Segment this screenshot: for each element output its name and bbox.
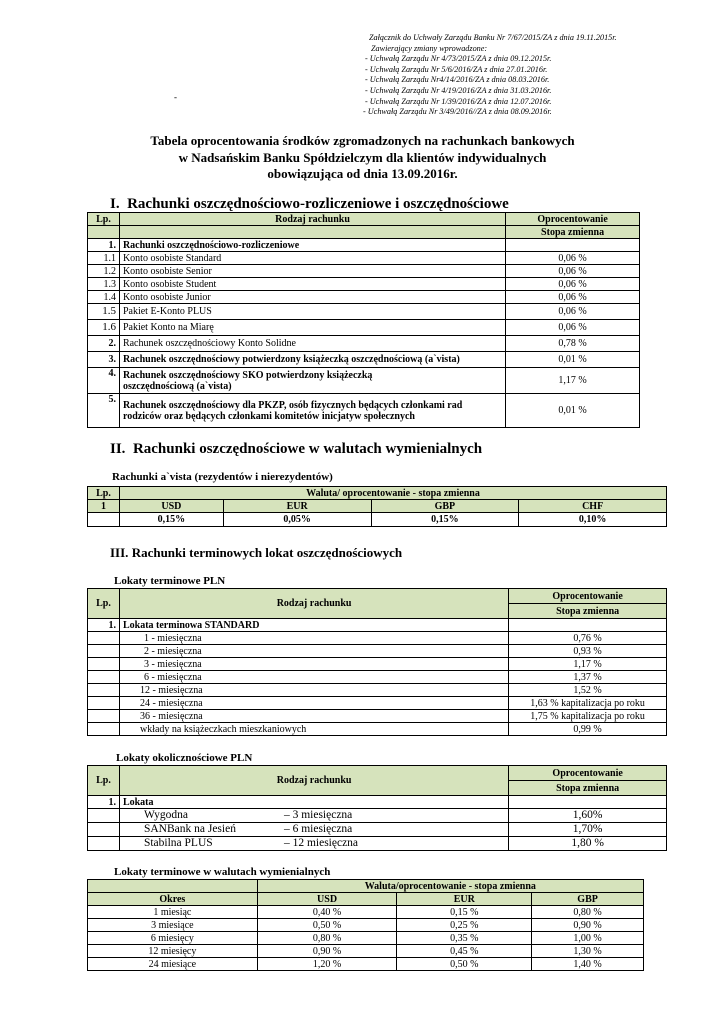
row-lp: 3. bbox=[88, 352, 120, 368]
row-name: Wygodna bbox=[143, 809, 188, 821]
row-name: 3 - miesięczna bbox=[119, 658, 508, 671]
col-rate: Oprocentowanie bbox=[509, 589, 667, 604]
occasional-deposits-subheading: Lokaty okolicznościowe PLN bbox=[116, 752, 253, 764]
col-type: Rodzaj rachunku bbox=[119, 589, 508, 619]
row-name: Pakiet E-Konto PLUS bbox=[119, 304, 505, 320]
table-row bbox=[88, 320, 640, 336]
col-rate-sub: Stopa zmienna bbox=[509, 781, 667, 796]
row-lp: 1. bbox=[88, 619, 120, 632]
row-rate bbox=[509, 796, 667, 809]
row-lp bbox=[88, 723, 120, 736]
table-fx-avista bbox=[87, 486, 667, 527]
row-name: Konto osobiste Student bbox=[119, 278, 505, 291]
row-name: 24 - miesięczna bbox=[119, 697, 508, 710]
row-name: 12 - miesięczna bbox=[119, 684, 508, 697]
row-name: 1 - miesięczna bbox=[119, 632, 508, 645]
header-note-title: Załącznik do Uchwały Zarządu Banku Nr 7/67/2015/ZA z dnia 19.11.2015r. bbox=[369, 33, 617, 42]
row-name: 2 - miesięczna bbox=[119, 645, 508, 658]
row-lp: 1.6 bbox=[88, 320, 120, 336]
section-1-number: I. bbox=[110, 196, 120, 212]
row-rate: 1,70% bbox=[509, 823, 667, 837]
row-lp: 4. bbox=[88, 368, 120, 394]
table-row bbox=[88, 958, 644, 971]
row-lp: 1.4 bbox=[88, 291, 120, 304]
col-currency-header: Waluta/oprocentowanie - stopa zmienna bbox=[257, 880, 643, 893]
cell-empty bbox=[88, 513, 120, 527]
table-row bbox=[88, 919, 644, 932]
row-rate: 1,75 % kapitalizacja po roku bbox=[509, 710, 667, 723]
row-period: 6 miesięcy bbox=[88, 932, 258, 945]
row-name: wkłady na książeczkach mieszkaniowych bbox=[119, 723, 508, 736]
row-lp bbox=[88, 684, 120, 697]
row-term: – 3 miesięczna bbox=[283, 809, 353, 821]
row-lp bbox=[88, 837, 120, 851]
table-row bbox=[88, 336, 640, 352]
row-lp: 5. bbox=[88, 394, 120, 428]
row-rate: 0,06 % bbox=[506, 252, 640, 265]
rate-eur: 0,05% bbox=[223, 513, 371, 527]
row-rate: 0,76 % bbox=[509, 632, 667, 645]
col-lp: Lp. bbox=[88, 589, 120, 619]
section-3-number: III. bbox=[110, 545, 129, 560]
row-lp bbox=[88, 671, 120, 684]
section-3-title: Rachunki terminowych lokat oszczędnościowych bbox=[131, 545, 403, 560]
row-name: Konto osobiste Senior bbox=[119, 265, 505, 278]
rate-eur: 0,15 % bbox=[397, 906, 532, 919]
col-type: Rodzaj rachunku bbox=[119, 766, 508, 796]
rate-eur: 0,50 % bbox=[397, 958, 532, 971]
currency-usd: USD bbox=[119, 500, 223, 513]
rate-gbp: 0,15% bbox=[371, 513, 519, 527]
header-note-item: - Uchwałą Zarządu Nr 4/19/2016/ZA z dnia 31.03.2016r. bbox=[365, 85, 552, 95]
row-name: Konto osobiste Standard bbox=[119, 252, 505, 265]
row-name-cell bbox=[119, 823, 508, 837]
table-fx-deposits bbox=[87, 879, 644, 971]
table-row bbox=[88, 671, 667, 684]
table-row bbox=[88, 906, 644, 919]
rate-gbp: 1,00 % bbox=[532, 932, 644, 945]
table-row bbox=[88, 658, 667, 671]
col-rate-sub: Stopa zmienna bbox=[509, 604, 667, 619]
row-rate: 1,37 % bbox=[509, 671, 667, 684]
col-rate: Oprocentowanie bbox=[506, 213, 640, 226]
header-note-item: - Uchwałą Zarządu Nr 1/39/2016/ZA z dnia 12.07.2016r. bbox=[365, 96, 552, 106]
currency-eur: EUR bbox=[397, 893, 532, 906]
col-period: Okres bbox=[88, 893, 258, 906]
row-name: SANBank na Jesień bbox=[143, 823, 236, 835]
row-lp: 1.5 bbox=[88, 304, 120, 320]
table-row bbox=[88, 368, 640, 394]
title-line-1: Tabela oprocentowania środków zgromadzonych na rachunkach bankowych bbox=[150, 133, 575, 148]
table-row bbox=[88, 945, 644, 958]
row-lp: 1 bbox=[88, 500, 120, 513]
row-rate: 0,06 % bbox=[506, 291, 640, 304]
row-period: 3 miesiące bbox=[88, 919, 258, 932]
row-name: 36 - miesięczna bbox=[119, 710, 508, 723]
rate-gbp: 1,40 % bbox=[532, 958, 644, 971]
rate-usd: 0,80 % bbox=[257, 932, 397, 945]
row-name: Rachunek oszczędnościowy SKO potwierdzony książeczką oszczędnościową (a`vista) bbox=[119, 368, 505, 394]
table-row bbox=[88, 796, 667, 809]
header-note-item: - Uchwałą Zarządu Nr4/14/2016/ZA z dnia 08.03.2016r. bbox=[365, 75, 550, 85]
table-row bbox=[88, 265, 640, 278]
table-row bbox=[88, 823, 667, 837]
col-lp: Lp. bbox=[88, 213, 120, 226]
title-line-3: obowiązująca od dnia 13.09.2016r. bbox=[267, 166, 458, 181]
row-rate: 0,78 % bbox=[506, 336, 640, 352]
rate-chf: 0,10% bbox=[519, 513, 667, 527]
rate-eur: 0,25 % bbox=[397, 919, 532, 932]
pln-deposits-subheading: Lokaty terminowe PLN bbox=[114, 575, 226, 587]
table-row bbox=[88, 684, 667, 697]
row-name: Pakiet Konto na Miarę bbox=[119, 320, 505, 336]
row-rate: 0,93 % bbox=[509, 645, 667, 658]
row-rate: 0,01 % bbox=[506, 394, 640, 428]
row-lp: 1.1 bbox=[88, 252, 120, 265]
table-row bbox=[88, 304, 640, 320]
col-rate: Oprocentowanie bbox=[509, 766, 667, 781]
rate-usd: 0,90 % bbox=[257, 945, 397, 958]
row-rate: 0,06 % bbox=[506, 304, 640, 320]
row-lp: 1. bbox=[88, 796, 120, 809]
table-accounts bbox=[87, 212, 640, 428]
row-rate: 0,06 % bbox=[506, 278, 640, 291]
section-1-heading bbox=[110, 196, 509, 213]
col-currency-header: Waluta/ oprocentowanie - stopa zmienna bbox=[119, 487, 666, 500]
table-row bbox=[88, 352, 640, 368]
row-lp: 1.3 bbox=[88, 278, 120, 291]
row-rate: 1,17 % bbox=[506, 368, 640, 394]
table-row bbox=[88, 619, 667, 632]
row-lp: 1.2 bbox=[88, 265, 120, 278]
rate-usd: 0,15% bbox=[119, 513, 223, 527]
header-note-subtitle: Zawierający zmiany wprowadzone: bbox=[371, 43, 488, 53]
row-name: Rachunek oszczędnościowy potwierdzony książeczką oszczędnościową (a`vista) bbox=[119, 352, 505, 368]
page-title bbox=[0, 133, 725, 183]
row-rate: 1,80 % bbox=[509, 837, 667, 851]
row-name: Rachunki oszczędnościowo-rozliczeniowe bbox=[119, 239, 505, 252]
col-type: Rodzaj rachunku bbox=[119, 213, 505, 226]
table-row bbox=[88, 932, 644, 945]
title-line-2: w Nadsańskim Banku Spółdzielczym dla klientów indywidualnych bbox=[178, 149, 547, 165]
row-name: Rachunek oszczędnościowy Konto Solidne bbox=[119, 336, 505, 352]
table-row bbox=[88, 291, 640, 304]
row-lp bbox=[88, 823, 120, 837]
row-lp bbox=[88, 809, 120, 823]
row-rate: 1,60% bbox=[509, 809, 667, 823]
rate-gbp: 0,90 % bbox=[532, 919, 644, 932]
table-row bbox=[88, 723, 667, 736]
section-2-heading bbox=[110, 441, 482, 458]
col-lp: Lp. bbox=[88, 766, 120, 796]
col-rate-sub: Stopa zmienna bbox=[506, 226, 640, 239]
table-row bbox=[88, 394, 640, 428]
row-lp bbox=[88, 645, 120, 658]
table-row bbox=[88, 837, 667, 851]
rate-usd: 0,40 % bbox=[257, 906, 397, 919]
currency-usd: USD bbox=[257, 893, 397, 906]
header-note-item: - Uchwałą Zarządu Nr 3/49/2016//ZA z dnia 08.09.2016r. bbox=[363, 107, 552, 117]
currency-gbp: GBP bbox=[371, 500, 519, 513]
row-name: Lokata terminowa STANDARD bbox=[119, 619, 508, 632]
row-name-cell bbox=[119, 837, 508, 851]
rate-eur: 0,45 % bbox=[397, 945, 532, 958]
currency-chf: CHF bbox=[519, 500, 667, 513]
table-row bbox=[88, 632, 667, 645]
section-2-number: II. bbox=[110, 441, 126, 457]
row-period: 1 miesiąc bbox=[88, 906, 258, 919]
cell-empty bbox=[119, 226, 505, 239]
row-lp bbox=[88, 632, 120, 645]
header-notes bbox=[355, 33, 617, 118]
table-row bbox=[88, 278, 640, 291]
rate-usd: 0,50 % bbox=[257, 919, 397, 932]
row-name: Stabilna PLUS bbox=[143, 837, 213, 849]
row-rate bbox=[509, 619, 667, 632]
row-name: 6 - miesięczna bbox=[119, 671, 508, 684]
col-lp: Lp. bbox=[88, 487, 120, 500]
currency-gbp: GBP bbox=[532, 893, 644, 906]
row-lp bbox=[88, 697, 120, 710]
table-row bbox=[88, 710, 667, 723]
currency-eur: EUR bbox=[223, 500, 371, 513]
row-rate: 0,06 % bbox=[506, 265, 640, 278]
header-note-item: - Uchwałą Zarządu Nr 4/73/2015/ZA z dnia 09.12.2015r. bbox=[365, 54, 552, 64]
rate-usd: 1,20 % bbox=[257, 958, 397, 971]
row-rate: 1,17 % bbox=[509, 658, 667, 671]
cell-empty bbox=[88, 226, 120, 239]
row-term: – 12 miesięczna bbox=[283, 837, 359, 849]
table-occasional-deposits bbox=[87, 765, 667, 851]
table-row bbox=[88, 809, 667, 823]
row-rate: 0,01 % bbox=[506, 352, 640, 368]
table-row bbox=[88, 697, 667, 710]
section-2-subheading: Rachunki a`vista (rezydentów i nierezydentów) bbox=[112, 471, 333, 483]
row-name: Rachunek oszczędnościowy dla PKZP, osób fizycznych będących członkami rad rodziców oraz będących członkami komitetów inicjatyw społecznych bbox=[119, 394, 505, 428]
table-row bbox=[88, 645, 667, 658]
row-name: Konto osobiste Junior bbox=[119, 291, 505, 304]
table-row bbox=[88, 252, 640, 265]
cell-empty bbox=[88, 880, 258, 893]
row-name-cell bbox=[119, 809, 508, 823]
table-pln-deposits bbox=[87, 588, 667, 736]
row-rate: 1,63 % kapitalizacja po roku bbox=[509, 697, 667, 710]
rate-eur: 0,35 % bbox=[397, 932, 532, 945]
row-name: Lokata bbox=[119, 796, 508, 809]
fx-deposits-subheading: Lokaty terminowe w walutach wymienialnych bbox=[114, 866, 331, 878]
stray-mark: - bbox=[174, 92, 177, 102]
row-rate: 0,99 % bbox=[509, 723, 667, 736]
row-period: 24 miesiące bbox=[88, 958, 258, 971]
header-note-item: - Uchwałą Zarządu Nr 5/6/2016/ZA z dnia 27.01.2016r. bbox=[365, 64, 548, 74]
row-rate: 0,06 % bbox=[506, 320, 640, 336]
row-lp: 2. bbox=[88, 336, 120, 352]
rate-gbp: 0,80 % bbox=[532, 906, 644, 919]
row-rate: 1,52 % bbox=[509, 684, 667, 697]
row-lp: 1. bbox=[88, 239, 120, 252]
row-period: 12 miesięcy bbox=[88, 945, 258, 958]
row-term: – 6 miesięczna bbox=[283, 823, 353, 835]
table-row bbox=[88, 239, 640, 252]
row-rate bbox=[506, 239, 640, 252]
section-1-title: Rachunki oszczędnościowo-rozliczeniowe i oszczędnościowe bbox=[127, 196, 509, 212]
section-3-heading bbox=[110, 545, 402, 561]
section-2-title: Rachunki oszczędnościowe w walutach wymienialnych bbox=[132, 441, 483, 457]
row-lp bbox=[88, 710, 120, 723]
rate-gbp: 1,30 % bbox=[532, 945, 644, 958]
row-lp bbox=[88, 658, 120, 671]
